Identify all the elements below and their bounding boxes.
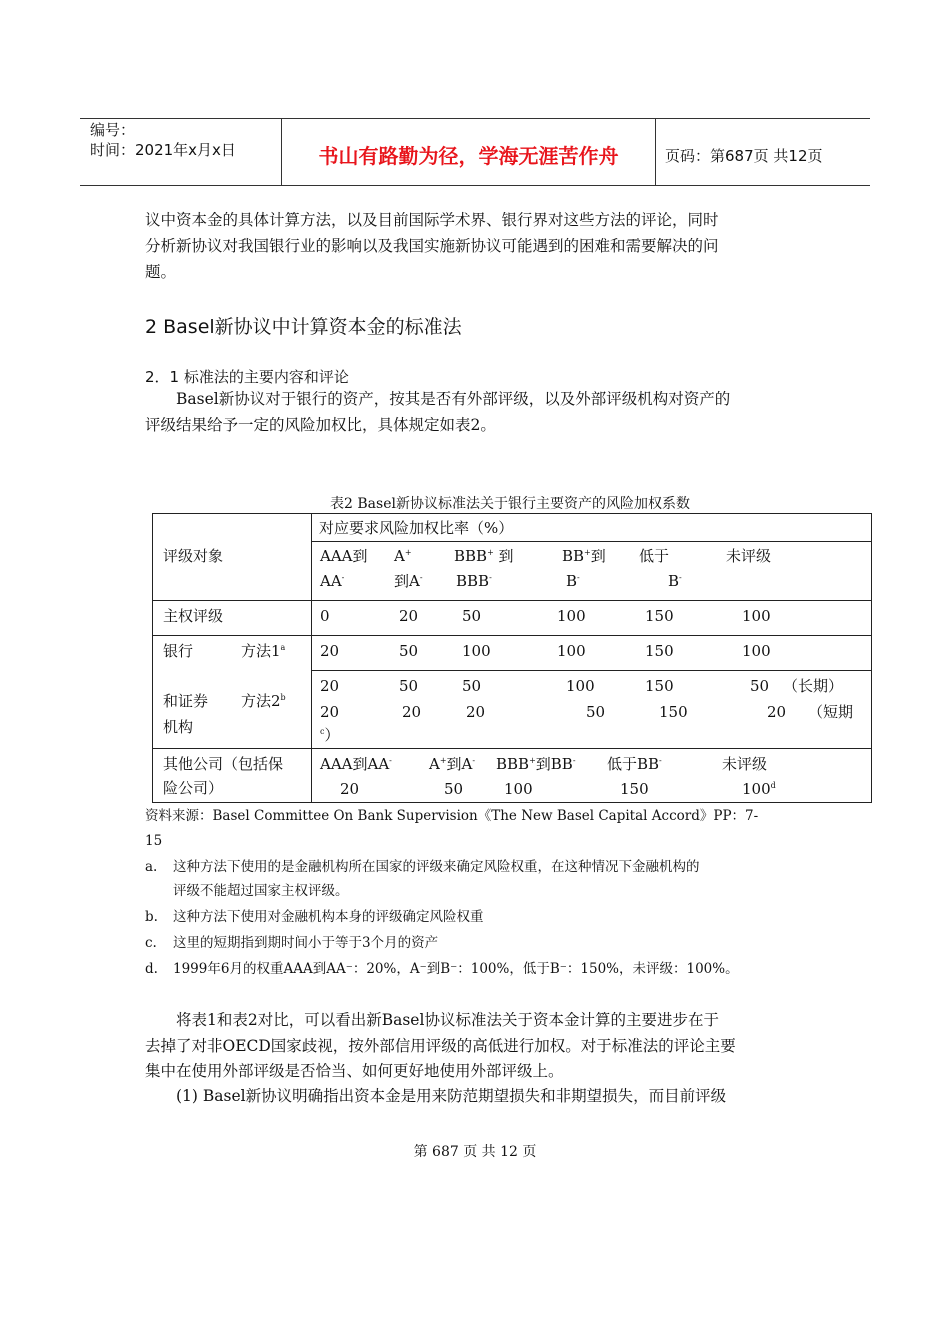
table-cell: 50: [586, 703, 606, 721]
table-cell: 100: [557, 607, 586, 625]
paragraph-line: 去掉了对非OECD国家歧视，按外部信用评级的高低进行加权。对于标准法的评论主要: [145, 1037, 736, 1055]
table-cell: 50: [750, 677, 770, 695]
intro-line: 议中资本金的具体计算方法，以及目前国际学术界、银行界对这些方法的评论，同时: [145, 211, 719, 229]
table-cell: 100$^d$: [742, 780, 776, 798]
table-cell: 150: [645, 642, 674, 660]
paragraph-line: (1) Basel新协议明确指出资本金是用来防范期望损失和非期望损失，而目前评级: [176, 1087, 727, 1105]
table-cell: 50: [399, 677, 419, 695]
table-row-rule: [311, 541, 871, 542]
paragraph-line: Basel新协议对于银行的资产，按其是否有外部评级，以及外部评级机构对资产的: [176, 390, 731, 408]
table-cell: 20: [320, 677, 340, 695]
note-line: 1999年6月的权重AAA到AA⁻：20%，A⁻到B⁻：100%，低于B⁻：150%，未评级：100%。: [173, 961, 739, 977]
note-mark: b.: [145, 909, 158, 925]
rating-header: B-: [668, 572, 682, 590]
table-row-rule: [153, 635, 871, 636]
rating-header: AA-: [320, 572, 345, 590]
rating-header: BB+到: [562, 547, 606, 565]
row-label-bank: 和证券: [163, 692, 209, 710]
table-row-rule: [311, 670, 871, 671]
note-line: 评级不能超过国家主权评级。: [173, 883, 349, 899]
row-label-sovereign: 主权评级: [163, 607, 224, 625]
table-cell: 20: [340, 780, 360, 798]
table-cell: 50: [462, 677, 482, 695]
rating-header: BBB+ 到: [454, 547, 514, 565]
header-top-rule: [80, 118, 870, 119]
table-cell: 50: [399, 642, 419, 660]
note-mark: d.: [145, 961, 158, 977]
rating-header: 到A-: [394, 572, 423, 590]
table-cell: 50: [462, 607, 482, 625]
table-source: 资料来源：Basel Committee On Bank Supervision《The New Basel Capital Accord》PP：7-: [145, 808, 759, 824]
table-cell: 150: [645, 677, 674, 695]
rating-header: A+: [394, 547, 412, 565]
rating-header: AAA到: [320, 547, 368, 565]
row-label-other: 险公司）: [163, 779, 224, 797]
rating-header: AAA到AA-: [320, 755, 392, 773]
header-page-number: 页码：第687页 共12页: [665, 147, 823, 165]
table-header: 对应要求风险加权比率（%）: [319, 519, 514, 537]
row-label-method1: 方法1$^a$: [241, 642, 286, 660]
paragraph-line: 评级结果给予一定的风险加权比，具体规定如表2。: [145, 416, 496, 434]
table-cell: 150: [645, 607, 674, 625]
risk-weight-table: [152, 513, 872, 803]
table-cell: 150: [620, 780, 649, 798]
table-cell: 20: [402, 703, 422, 721]
row-label-bank: 银行: [163, 642, 194, 660]
rating-header: BBB-: [456, 572, 492, 590]
table-cell: 20: [399, 607, 419, 625]
table-cell: 20: [466, 703, 486, 721]
rating-header: 低于: [639, 547, 670, 565]
section-title: 2 Basel新协议中计算资本金的标准法: [145, 316, 462, 338]
rating-header: BBB+到BB-: [496, 755, 576, 773]
note-line: 这种方法下使用对金融机构本身的评级确定风险权重: [173, 909, 484, 925]
paragraph-line: 将表1和表2对比，可以看出新Basel协议标准法关于资本金计算的主要进步在于: [176, 1011, 719, 1029]
table-column-rule: [311, 514, 312, 802]
intro-line: 题。: [145, 263, 177, 281]
table-cell-note: $^c$）: [320, 726, 340, 744]
table-cell: 100: [742, 607, 771, 625]
table-cell: 100: [462, 642, 491, 660]
header-number: 编号：: [90, 121, 136, 139]
header-divider: [655, 118, 656, 185]
header-time: 时间：2021年x月x日: [90, 141, 236, 159]
table-cell: 150: [659, 703, 688, 721]
intro-line: 分析新协议对我国银行业的影响以及我国实施新协议可能遇到的困难和需要解决的问: [145, 237, 719, 255]
table-cell: 20: [320, 703, 340, 721]
header-bottom-rule: [80, 185, 870, 186]
table-caption: 表2 Basel新协议标准法关于银行主要资产的风险加权系数: [330, 496, 690, 512]
table-cell: 50: [444, 780, 464, 798]
table-cell-note: （长期）: [783, 677, 844, 695]
table-cell: 0: [320, 607, 330, 625]
rating-header: A+到A-: [429, 755, 476, 773]
table-cell: 100: [566, 677, 595, 695]
rating-header: 低于BB-: [607, 755, 662, 773]
table-cell-note: （短期: [808, 703, 854, 721]
table-cell: 20: [767, 703, 787, 721]
paragraph-line: 集中在使用外部评级是否恰当、如何更好地使用外部评级上。: [145, 1062, 564, 1080]
rating-header: 未评级: [722, 755, 768, 773]
note-line: 这里的短期指到期时间小于等于3个月的资产: [173, 935, 439, 951]
header-meta: [90, 120, 236, 160]
note-mark: c.: [145, 935, 157, 951]
table-cell: 20: [320, 642, 340, 660]
subsection-title: 2．1 标准法的主要内容和评论: [145, 368, 349, 386]
row-label-other: 其他公司（包括保: [163, 755, 284, 773]
table-row-rule: [153, 748, 871, 749]
rating-header: B-: [566, 572, 580, 590]
page-footer: 第 687 页 共 12 页: [413, 1144, 537, 1160]
note-line: 这种方法下使用的是金融机构所在国家的评级来确定风险权重，在这种情况下金融机构的: [173, 859, 700, 875]
header-motto: 书山有路勤为径，学海无涯苦作舟: [318, 144, 619, 168]
table-cell: 100: [557, 642, 586, 660]
row-label-bank: 机构: [163, 718, 194, 736]
note-mark: a.: [145, 859, 158, 875]
table-source: 15: [145, 833, 163, 849]
rating-object-label: 评级对象: [163, 547, 224, 565]
table-cell: 100: [504, 780, 533, 798]
table-row-rule: [153, 600, 871, 601]
row-label-method2: 方法2$^b$: [241, 692, 286, 710]
table-cell: 100: [742, 642, 771, 660]
rating-header: 未评级: [726, 547, 772, 565]
